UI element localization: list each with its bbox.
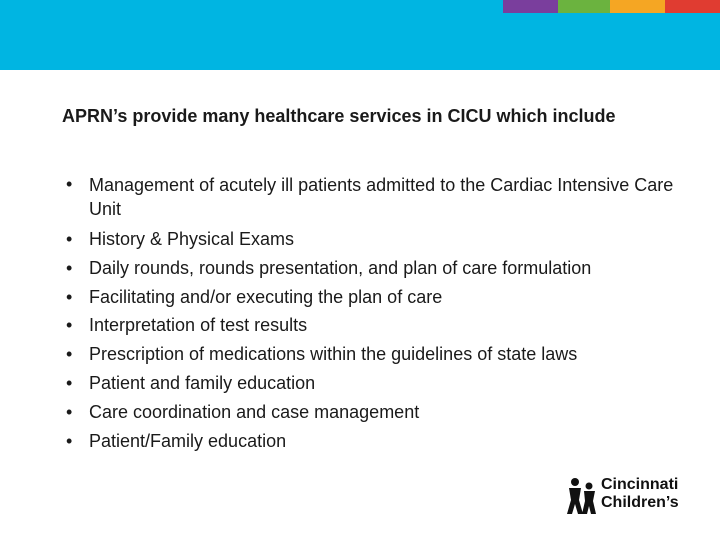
bullet-list xyxy=(62,172,682,455)
list-item xyxy=(62,398,682,427)
list-item-text: Patient and family education xyxy=(89,372,316,393)
list-item xyxy=(62,172,682,225)
list-item-text: Daily rounds, rounds presentation, and plan of care formulation xyxy=(89,257,592,278)
list-item xyxy=(62,369,682,398)
accent-strip-orange xyxy=(610,0,665,13)
logo-wordmark xyxy=(601,476,679,512)
bullet-icon: • xyxy=(66,229,73,249)
bullet-icon: • xyxy=(66,430,73,451)
list-item xyxy=(62,225,682,254)
list-item-text: Interpretation of test results xyxy=(89,315,308,336)
logo-line-1: Cincinnati xyxy=(601,476,679,493)
list-item xyxy=(62,311,682,340)
bullet-icon: • xyxy=(66,372,73,393)
logo-line-2: Children’s xyxy=(601,494,679,511)
list-item xyxy=(62,427,682,456)
slide-title: APRN’s provide many healthcare services in CICU which include xyxy=(62,106,616,126)
bullet-icon: • xyxy=(66,257,73,278)
list-item-text: Management of acutely ill patients admitted to the Cardiac Intensive Care Unit xyxy=(89,175,674,219)
list-item-text: History & Physical Exams xyxy=(89,229,295,249)
list-item xyxy=(62,283,682,312)
list-item-text: Prescription of medications within the guidelines of state laws xyxy=(89,344,578,365)
bullet-icon: • xyxy=(66,315,73,336)
bullet-icon: • xyxy=(66,344,73,365)
bullet-icon: • xyxy=(66,401,73,422)
accent-strip-red xyxy=(665,0,720,13)
list-item xyxy=(62,340,682,369)
accent-strip-purple xyxy=(503,0,558,13)
accent-strip-green xyxy=(558,0,610,13)
list-item xyxy=(62,254,682,283)
list-item-text: Patient/Family education xyxy=(89,430,287,451)
cincinnati-childrens-logo xyxy=(565,476,695,516)
list-item-text: Facilitating and/or executing the plan of care xyxy=(89,286,443,307)
bullet-icon: • xyxy=(66,286,73,307)
list-item-text: Care coordination and case management xyxy=(89,401,420,422)
children-figures-icon xyxy=(565,476,599,516)
bullet-icon: • xyxy=(66,174,73,194)
